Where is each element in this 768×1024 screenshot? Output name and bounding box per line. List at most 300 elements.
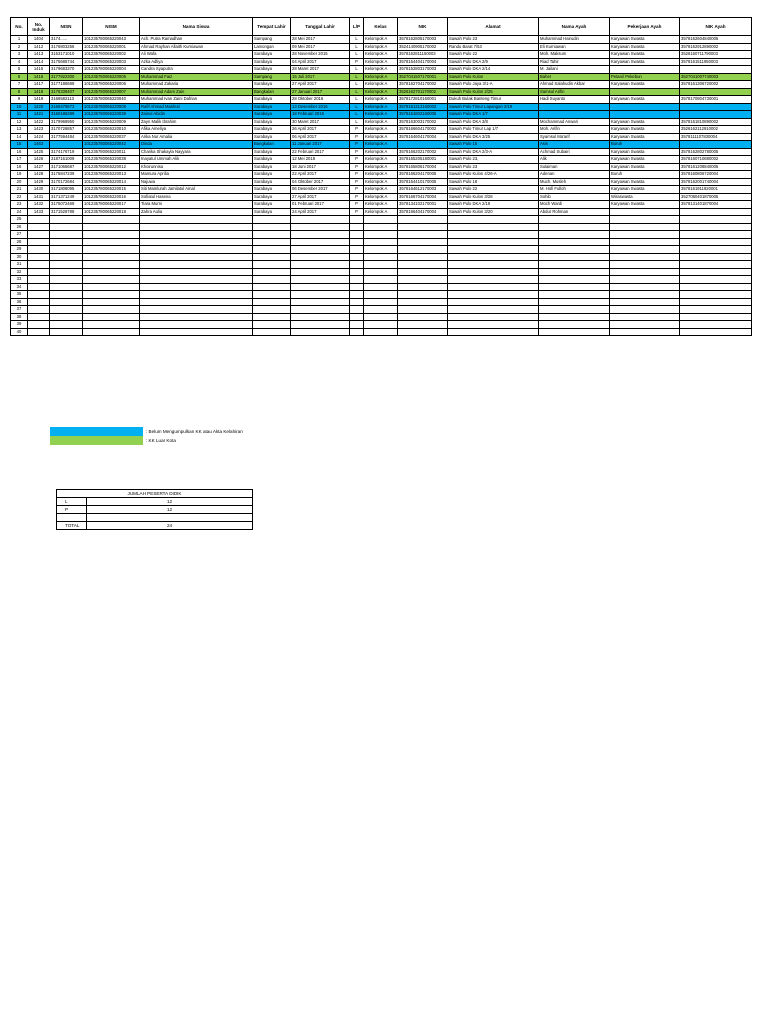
cell-nism: 101235780065220001 [83, 43, 140, 51]
cell-lp: L [350, 118, 364, 126]
cell-pekerjaan-ayah [610, 88, 680, 96]
cell-empty [83, 306, 140, 314]
table-row [11, 103, 752, 111]
cell-no-induk: 1404 [28, 36, 50, 44]
cell-nama-ayah: Baher [539, 73, 610, 81]
header-no-induk: No. Induk [28, 18, 50, 36]
cell-kelas: Kelompok A [364, 58, 398, 66]
cell-empty [253, 313, 291, 321]
cell-empty [140, 231, 253, 239]
cell-empty [83, 298, 140, 306]
cell-nama-siswa: Tiara Murni [140, 201, 253, 209]
cell-empty [364, 283, 398, 291]
cell-nama-ayah: Eli Kurniawan [539, 43, 610, 51]
student-table [10, 17, 752, 336]
cell-no-induk: 1417 [28, 81, 50, 89]
legend-swatch-green [50, 436, 143, 445]
cell-no-induk: 1430 [28, 186, 50, 194]
cell-no: 33 [11, 276, 28, 284]
cell-empty [83, 276, 140, 284]
cell-kelas: Kelompok A [364, 171, 398, 179]
cell-kelas: Kelompok A [364, 66, 398, 74]
cell-nama-siswa: Zainul Abidin [140, 111, 253, 119]
header-tempat-lahir: Tempat Lahir [253, 18, 291, 36]
cell-nama-ayah: M. Jailani [539, 66, 610, 74]
cell-nama-ayah: Much. Musleh [539, 178, 610, 186]
cell-pekerjaan-ayah: Wiraswasta [610, 193, 680, 201]
cell-nama-ayah: Moh. Arifin [539, 126, 610, 134]
cell-empty [398, 283, 448, 291]
cell-empty [253, 306, 291, 314]
cell-empty [364, 223, 398, 231]
cell-nik-ayah: 3578161511950003 [680, 58, 752, 66]
cell-empty [28, 231, 50, 239]
cell-empty [398, 223, 448, 231]
cell-nama-siswa: Muhammad Adam Zain [140, 88, 253, 96]
table-row [11, 111, 752, 119]
table-row [11, 208, 752, 216]
cell-empty [253, 291, 291, 299]
cell-empty [28, 268, 50, 276]
cell-empty [610, 231, 680, 239]
cell-nama-siswa: Arika Nur Amalia [140, 133, 253, 141]
cell-tempat-lahir: Surabaya [253, 163, 291, 171]
cell-tempat-lahir: Bangkalan [253, 141, 291, 149]
cell-empty [253, 246, 291, 254]
table-row [11, 186, 752, 194]
cell-no: 17 [11, 156, 28, 164]
cell-alamat: Sawah Pulo DKA 2/3-A [448, 148, 539, 156]
cell-alamat: Sawah Pulo Timur Lapangan 2/19 [448, 103, 539, 111]
cell-nism: 101235780065220003 [83, 58, 140, 66]
header-nisn: NISN [50, 18, 83, 36]
cell-no: 29 [11, 246, 28, 254]
cell-empty [291, 306, 350, 314]
cell-nama-ayah: Riad Tahir [539, 58, 610, 66]
cell-nik: 3578163003170002 [398, 118, 448, 126]
cell-nik: 3527041507170001 [398, 73, 448, 81]
student-data-sheet [10, 17, 749, 336]
summary-title-row [57, 490, 253, 498]
table-row [11, 201, 752, 209]
cell-pekerjaan-ayah [610, 111, 680, 119]
cell-pekerjaan-ayah: Karyawan Swasta [610, 118, 680, 126]
cell-nik: 3524140905170002 [398, 43, 448, 51]
cell-nik: 3578164604170004 [398, 133, 448, 141]
cell-empty [539, 231, 610, 239]
cell-tempat-lahir: Lamongan [253, 43, 291, 51]
cell-nik: 3578162805170003 [398, 36, 448, 44]
cell-nik-ayah: 3578161208840005 [680, 163, 752, 171]
cell-alamat: Sawah Pulo 23 [448, 163, 539, 171]
cell-empty [350, 328, 364, 336]
cell-nama-siswa: Ach. Putra Ramadhan [140, 36, 253, 44]
cell-nama-siswa: Rafif Ahmad Mashuti [140, 103, 253, 111]
cell-empty [50, 313, 83, 321]
cell-nisn: 3177922300 [50, 73, 83, 81]
cell-empty [610, 306, 680, 314]
cell-nism: 101235780065220014 [83, 178, 140, 186]
cell-empty [539, 306, 610, 314]
cell-pekerjaan-ayah: Karyawan Swasta [610, 96, 680, 104]
cell-kelas: Kelompok A [364, 96, 398, 104]
cell-empty [28, 216, 50, 224]
cell-nism: 101235780065220037 [83, 133, 140, 141]
cell-alamat: Sawah Pulo Kulon 4/26-A [448, 171, 539, 179]
cell-empty [350, 306, 364, 314]
table-row-empty [11, 216, 752, 224]
cell-nama-siswa: Azka Adliya [140, 58, 253, 66]
cell-empty [50, 306, 83, 314]
cell-empty [364, 238, 398, 246]
cell-empty [398, 253, 448, 261]
table-row [11, 36, 752, 44]
cell-lp: L [350, 88, 364, 96]
cell-empty [364, 306, 398, 314]
table-row [11, 178, 752, 186]
cell-empty [448, 321, 539, 329]
cell-empty [140, 313, 253, 321]
table-row [11, 163, 752, 171]
cell-pekerjaan-ayah: Karyawan Swasta [610, 81, 680, 89]
cell-lp: L [350, 66, 364, 74]
cell-empty [350, 246, 364, 254]
cell-empty [50, 268, 83, 276]
table-row-empty [11, 268, 752, 276]
summary-label: L [57, 498, 87, 506]
cell-nisn: 3177594484 [50, 133, 83, 141]
cell-nama-ayah: Alik [539, 156, 610, 164]
cell-empty [50, 291, 83, 299]
cell-no: 4 [11, 58, 28, 66]
legend [50, 427, 243, 445]
cell-empty [253, 321, 291, 329]
cell-tanggal-lahir: 22 Februari 2017 [291, 148, 350, 156]
cell-empty [253, 283, 291, 291]
cell-nik-ayah: 3578162604840005 [680, 36, 752, 44]
table-row [11, 118, 752, 126]
cell-empty [364, 216, 398, 224]
cell-empty [680, 306, 752, 314]
cell-empty [610, 261, 680, 269]
cell-no-induk: 1423 [28, 126, 50, 134]
cell-alamat: Sawah Pulo 15 [448, 141, 539, 149]
cell-empty [539, 246, 610, 254]
cell-no-induk: 1428 [28, 171, 50, 179]
cell-empty [364, 253, 398, 261]
cell-empty [364, 291, 398, 299]
cell-tempat-lahir: Surabaya [253, 148, 291, 156]
cell-nik-ayah: 3578161810890002 [680, 118, 752, 126]
cell-no: 32 [11, 268, 28, 276]
cell-empty [140, 328, 253, 336]
cell-empty [364, 231, 398, 239]
cell-kelas: Kelompok A [364, 193, 398, 201]
cell-empty [398, 328, 448, 336]
cell-nama-siswa: Sofiatul Hasena [140, 193, 253, 201]
cell-tanggal-lahir: 24 April 2017 [291, 208, 350, 216]
cell-nik: 3578166204170005 [398, 171, 448, 179]
table-row-empty [11, 253, 752, 261]
cell-no: 1 [11, 36, 28, 44]
cell-lp: P [350, 141, 364, 149]
cell-nisn: 3174...... [50, 36, 83, 44]
table-row [11, 96, 752, 104]
cell-nama-ayah [539, 111, 610, 119]
cell-empty [539, 268, 610, 276]
cell-nik-ayah [680, 208, 752, 216]
cell-no-induk: 1421 [28, 111, 50, 119]
cell-empty [350, 223, 364, 231]
cell-empty [610, 276, 680, 284]
cell-no: 36 [11, 298, 28, 306]
cell-empty [680, 231, 752, 239]
cell-lp: P [350, 163, 364, 171]
cell-empty [140, 238, 253, 246]
cell-nism: 101235780065220009 [83, 118, 140, 126]
cell-no-induk: 1415 [28, 66, 50, 74]
cell-empty [448, 261, 539, 269]
cell-empty [539, 253, 610, 261]
cell-empty [291, 313, 350, 321]
cell-tanggal-lahir: 04 April 2017 [291, 58, 350, 66]
header-nama-ayah: Nama Ayah [539, 18, 610, 36]
cell-empty [448, 246, 539, 254]
cell-nism: 101235780065220006 [83, 81, 140, 89]
cell-nism: 101235780065220002 [83, 51, 140, 59]
student-table-body [11, 36, 752, 336]
cell-empty [448, 238, 539, 246]
cell-nisn: 3175072469 [50, 201, 83, 209]
cell-pekerjaan-ayah: Buruh [610, 171, 680, 179]
cell-tempat-lahir: Bangkalan [253, 88, 291, 96]
cell-alamat: Sawah Pulo Kulon 3/20 [448, 208, 539, 216]
cell-pekerjaan-ayah: Karyawan Swasta [610, 58, 680, 66]
table-row-empty [11, 306, 752, 314]
cell-empty [398, 291, 448, 299]
cell-empty [291, 238, 350, 246]
cell-empty [291, 223, 350, 231]
cell-tanggal-lahir: 28 November 2015 [291, 51, 350, 59]
cell-nik: 3578166604170002 [398, 126, 448, 134]
cell-nama-ayah: Muhammad Hairudin [539, 36, 610, 44]
cell-alamat: Sawah Pulo 18 [448, 178, 539, 186]
cell-kelas: Kelompok A [364, 163, 398, 171]
cell-empty [610, 298, 680, 306]
cell-no-induk: 1463 [28, 141, 50, 149]
cell-pekerjaan-ayah [610, 208, 680, 216]
table-row [11, 133, 752, 141]
cell-empty [83, 328, 140, 336]
cell-empty [350, 298, 364, 306]
cell-empty [50, 231, 83, 239]
summary-title: JUMLAH PESERTA DIDIK [57, 490, 253, 498]
cell-nik-ayah: 3578160710880002 [680, 156, 752, 164]
cell-empty [539, 238, 610, 246]
cell-tanggal-lahir: 28 Maret 2017 [291, 66, 350, 74]
cell-empty [291, 246, 350, 254]
cell-nisn: 3171808095 [50, 186, 83, 194]
cell-nama-ayah: Abdur Rohman [539, 208, 610, 216]
cell-empty [448, 223, 539, 231]
summary-value: 12 [87, 506, 253, 514]
cell-empty [50, 283, 83, 291]
cell-nik-ayah [680, 66, 752, 74]
cell-nik-ayah: 3578161306720002 [680, 81, 752, 89]
cell-nisn: 3171371249 [50, 193, 83, 201]
cell-tanggal-lahir: 06 Desember 2017 [291, 186, 350, 194]
cell-empty [140, 268, 253, 276]
cell-empty [28, 298, 50, 306]
cell-empty [140, 283, 253, 291]
cell-kelas: Kelompok A [364, 178, 398, 186]
cell-no: 9 [11, 96, 28, 104]
cell-empty [350, 231, 364, 239]
cell-tempat-lahir: Surabaya [253, 118, 291, 126]
cell-pekerjaan-ayah: Karyawan Swasta [610, 126, 680, 134]
legend-text-blue: : Belum Mengumpulkan KK atau Akta Kelahiran [146, 429, 243, 434]
cell-tempat-lahir: Surabaya [253, 66, 291, 74]
cell-empty [364, 276, 398, 284]
cell-empty [83, 216, 140, 224]
cell-empty [364, 298, 398, 306]
cell-tanggal-lahir: 01 Februari 2017 [291, 201, 350, 209]
header-kelas: Kelas [364, 18, 398, 36]
cell-lp: L [350, 103, 364, 111]
cell-no-induk: 1413 [28, 51, 50, 59]
cell-nisn: 3169479673 [50, 103, 83, 111]
table-row-empty [11, 261, 752, 269]
cell-lp: P [350, 208, 364, 216]
cell-nama-ayah: Asis [539, 141, 610, 149]
cell-empty [610, 291, 680, 299]
cell-empty [253, 298, 291, 306]
cell-pekerjaan-ayah: Karyawan Swasta [610, 36, 680, 44]
cell-nik: 3526162701170002 [398, 88, 448, 96]
cell-empty [28, 313, 50, 321]
cell-nama-ayah: Mochammad Anwari [539, 118, 610, 126]
cell-kelas: Kelompok A [364, 73, 398, 81]
table-row-empty [11, 238, 752, 246]
cell-empty [291, 291, 350, 299]
cell-empty [398, 321, 448, 329]
cell-empty [28, 306, 50, 314]
cell-no-induk: 1425 [28, 148, 50, 156]
cell-tanggal-lahir: 09 Mei 2017 [291, 43, 350, 51]
cell-nism: 101235780065220038 [83, 156, 140, 164]
cell-nik: 3578166704170004 [398, 193, 448, 201]
cell-nisn: 3175847239 [50, 171, 83, 179]
cell-tanggal-lahir: 27 April 2017 [291, 193, 350, 201]
cell-empty [83, 253, 140, 261]
cell-kelas: Kelompok A [364, 201, 398, 209]
cell-nama-siswa: Dinda [140, 141, 253, 149]
cell-empty [140, 223, 253, 231]
cell-empty [50, 216, 83, 224]
cell-tempat-lahir: Surabaya [253, 51, 291, 59]
cell-empty [364, 328, 398, 336]
cell-tanggal-lahir: 04 Oktober 2017 [291, 178, 350, 186]
header-nik: NIK [398, 18, 448, 36]
cell-no: 2 [11, 43, 28, 51]
cell-tanggal-lahir: 11 Januari 2017 [291, 141, 350, 149]
cell-empty [140, 276, 253, 284]
table-row [11, 51, 752, 59]
cell-nik: 3578164410170005 [398, 178, 448, 186]
cell-nik-ayah: 3578111107830004 [680, 133, 752, 141]
cell-empty [253, 268, 291, 276]
cell-no: 38 [11, 313, 28, 321]
cell-no: 34 [11, 283, 28, 291]
cell-no: 5 [11, 66, 28, 74]
cell-nism: 101235780065220013 [83, 171, 140, 179]
cell-nik-ayah [680, 141, 752, 149]
cell-pekerjaan-ayah: Karyawan Swasta [610, 43, 680, 51]
cell-empty [253, 231, 291, 239]
cell-empty [291, 231, 350, 239]
cell-nism: 101235780065220004 [83, 66, 140, 74]
cell-nism: 101235780065220007 [83, 88, 140, 96]
cell-empty [28, 321, 50, 329]
cell-no-induk: 1412 [28, 43, 50, 51]
cell-empty [398, 231, 448, 239]
cell-empty [350, 313, 364, 321]
table-row-empty [11, 276, 752, 284]
legend-text-green: : KK Luar Kota [146, 438, 176, 443]
cell-nik: 3578165806170004 [398, 163, 448, 171]
cell-nik-ayah: 3527080401870005 [680, 193, 752, 201]
cell-empty [28, 238, 50, 246]
cell-empty [539, 223, 610, 231]
cell-alamat: Sawah Pulo 23, [448, 156, 539, 164]
cell-empty [448, 298, 539, 306]
cell-empty [50, 276, 83, 284]
cell-lp: P [350, 171, 364, 179]
cell-no-induk: 1426 [28, 156, 50, 164]
cell-nisn: 3176339407 [50, 88, 83, 96]
cell-nik-ayah: 3578162001740004 [680, 178, 752, 186]
cell-empty [50, 246, 83, 254]
cell-kelas: Kelompok A [364, 208, 398, 216]
cell-empty [610, 283, 680, 291]
cell-nisn [50, 141, 83, 149]
cell-empty [50, 238, 83, 246]
cell-empty [350, 283, 364, 291]
table-row [11, 58, 752, 66]
cell-empty [350, 238, 364, 246]
cell-empty [291, 321, 350, 329]
summary-value [87, 514, 253, 522]
cell-empty [28, 283, 50, 291]
cell-empty [140, 216, 253, 224]
cell-alamat: Sawah Pulo Kulon [448, 73, 539, 81]
cell-nism: 101235780065220012 [83, 163, 140, 171]
cell-tanggal-lahir: 27 Januari 2017 [291, 88, 350, 96]
cell-nik-ayah [680, 103, 752, 111]
cell-no: 18 [11, 163, 28, 171]
cell-nama-siswa: Charika Shakayla Nayyara [140, 148, 253, 156]
cell-alamat: Sawah Pulo DKA 1/7 [448, 111, 539, 119]
cell-empty [448, 291, 539, 299]
summary-total-label: TOTAL [57, 522, 87, 530]
cell-lp: P [350, 156, 364, 164]
cell-no: 25 [11, 216, 28, 224]
cell-nisn: 3174176719 [50, 148, 83, 156]
cell-alamat: Sawah Pulo Kulon 2/25 [448, 88, 539, 96]
cell-nama-siswa: Ali Wafa [140, 51, 253, 59]
cell-nik: 3578152803170003 [398, 66, 448, 74]
cell-empty [448, 328, 539, 336]
